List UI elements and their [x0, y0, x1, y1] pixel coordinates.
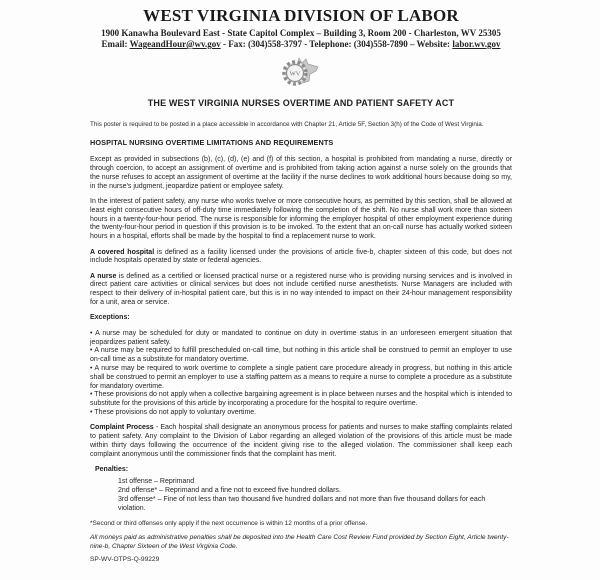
exceptions-heading: Exceptions:: [90, 314, 130, 322]
complaint-process-text: - Each hospital shall designate an anonymous process for patients and nurses to make staffing complaints related to patient safety. Any complaint to the Division of Labor regarding an alleged violation of the provisions of this article must be made within thirty days following the occurrence of the incident giving rise to the alleged violation. The commissioner shall keep each complaint anonymous until the commissioner finds that the complaint has merit.: [90, 424, 512, 458]
paragraph-consecutive-hours: In the interest of patient safety, any nurse who works twelve or more consecutive hours, as permitted by this section, shall be allowed at least eight consecutive hours of off-duty time immediately following the completion of the shift. No nurse shall work more than sixteen hours in a twenty-four-hour period. The nurse is responsible for informing the employer hospital of other employment experience during the twenty-four-hour period in question if this provision is to be invoked. To the extent that an on-call nurse has actually worked sixteen hours in a hospital, efforts shall be made by the hospital to find a replacement nurse to work.: [90, 197, 512, 241]
paragraph-nurse-definition: [90, 273, 512, 308]
complaint-process-term: Complaint Process: [90, 424, 154, 432]
offense-list: [118, 478, 512, 513]
exception-item: • A nurse may be required to work overtime to complete a single patient care procedure already in progress, but nothing in this article shall be construed to permit an employer to use a staffing pattern as a means to require a nurse to complete a procedure as a substitute for mandatory overtime.: [90, 364, 512, 390]
exception-item: • These provisions do not apply to voluntary overtime.: [90, 409, 257, 416]
exception-item: • These provisions do not apply when a collective bargaining agreement is in place between nurses and the hospital which is intended to substitute for the provisions of this article by incorporating a procedure for the hospital to require overtime.: [90, 391, 512, 408]
email-label: Email:: [101, 38, 130, 49]
fax-telephone-text: - Fax: (304)558-3797 - Telephone: (304)558-7890 – Website:: [220, 38, 453, 49]
contact-line: [90, 39, 512, 50]
penalties-heading: Penalties:: [95, 466, 129, 474]
act-title: THE WEST VIRGINIA NURSES OVERTIME AND PATIENT SAFETY ACT: [147, 98, 455, 109]
posting-notice: This poster is required to be posted in a place accessible in accordance with Chapter 21, Article 5F, Section 3(h) of the Code of West Virginia.: [90, 121, 484, 129]
section-heading: HOSPITAL NURSING OVERTIME LIMITATIONS AND REQUIREMENTS: [90, 138, 334, 148]
offense-item: 1st offense – Reprimand: [118, 478, 195, 486]
offense-footnote: *Second or third offenses only apply if the next occurrence is within 12 months of a prior offense.: [90, 520, 368, 528]
paragraph-complaint-process: [90, 424, 512, 459]
logo-monogram: WV: [289, 70, 301, 78]
nurse-definition-text: is defined as a certified or licensed practical nurse or a registered nurse who is providing nursing services and is involved in direct patient care activities or clinical services but does not include certified nurse anesthetists. Nurse Managers are included with respect to their delivery of in-hospital patient care, but this is in no way intended to impact on their 24-hour management responsibility for a unit, area or service.: [90, 272, 513, 307]
offense-item: 2nd offense* – Reprimand and a fine not to exceed five hundred dollars.: [118, 486, 341, 494]
exception-item: • A nurse may be required to fulfill prescheduled on-call time, but nothing in this article shall be construed to permit an employer to use on-call time as a substitute for mandatory overtime.: [90, 347, 512, 364]
exception-item: • A nurse may be scheduled for duty or mandated to continue on duty in overtime status in an unforeseen emergent situation that jeopardizes patient safety.: [90, 329, 512, 346]
email-link[interactable]: WageandHour@wv.gov: [129, 38, 221, 49]
covered-hospital-text: is defined as a facility licensed under the provisions of article five-b, chapter sixteen of this code, but does not include hospitals operated by state or federal agencies.: [90, 248, 513, 265]
offense-item: 3rd offense* – Fine of not less than two thousand five hundred dollars and not more than five thousand dollars for each violation.: [118, 495, 486, 512]
paragraph-covered-hospital: [90, 249, 512, 267]
org-title: WEST VIRGINIA DIVISION OF LABOR: [143, 6, 459, 25]
address-line: 1900 Kanawha Boulevard East - State Capitol Complex – Building 3, Room 200 - Charleston, WV 25305: [101, 27, 501, 38]
form-code: SP-WV-OTPS-Q-99229: [90, 556, 160, 564]
covered-hospital-term: A covered hospital: [90, 248, 155, 256]
nurse-term: A nurse: [90, 272, 117, 280]
wv-division-logo: [281, 55, 321, 89]
exceptions-list: [90, 330, 512, 418]
funds-note: All moneys paid as administrative penalties shall be deposited into the Health Care Cost Review Fund provided by Section Eight, Article twenty-nine-b, Chapter Sixteen of the West Virginia Code.: [90, 534, 509, 550]
paragraph-overtime-mandate: Except as provided in subsections (b), (c), (d), (e) and (f) of this section, a hospital is prohibited from mandating a nurse, directly or through coercion, to accept an assignment of overtime and is prohibited from taking action against a nurse solely on the grounds that the nurse refuses to accept an assignment of overtime at the facility if the nurse declines to work additional hours because doing so my, in the nurse's judgment, jeopardize patient or employee safety.: [90, 156, 512, 190]
logo-container: [90, 55, 512, 94]
website-link[interactable]: labor.wv.gov: [452, 38, 501, 49]
